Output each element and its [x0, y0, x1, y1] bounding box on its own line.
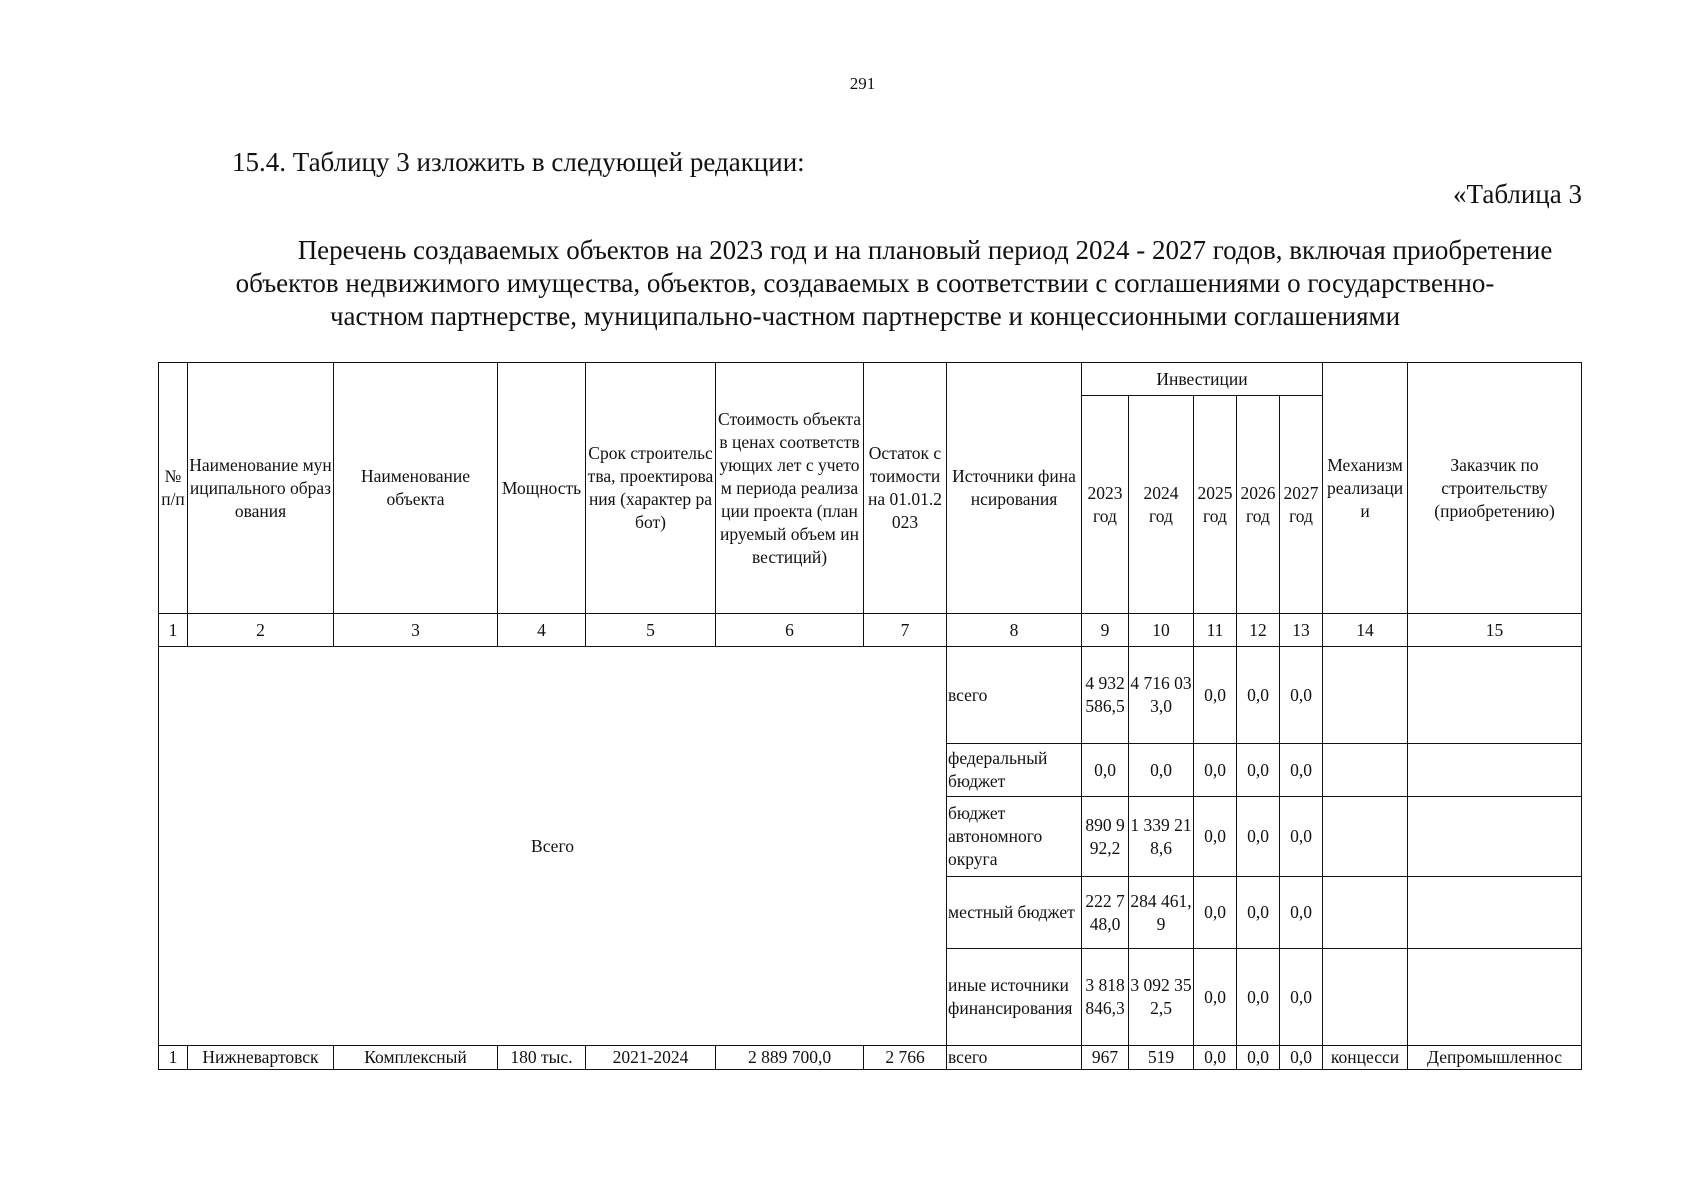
- mechanism-cell: [1323, 877, 1408, 949]
- source-cell: федеральный бюджет: [947, 744, 1082, 797]
- object-cell: Комплексный: [334, 1046, 498, 1070]
- title-line: частном партнерстве, муниципально-частном партнерстве и концессионными соглашениями: [329, 301, 1401, 331]
- value-2026: 0,0: [1237, 949, 1280, 1046]
- value-2023: 3 818 846,3: [1082, 949, 1129, 1046]
- total-row: [159, 647, 1582, 744]
- value-2025: 0,0: [1194, 797, 1237, 877]
- header-object: Наименование объекта: [334, 363, 498, 614]
- header-year-2027: 2027 год: [1280, 396, 1323, 614]
- header-investments: Инвестиции: [1082, 363, 1323, 396]
- customer-cell: [1408, 744, 1582, 797]
- col-number: 12: [1237, 614, 1280, 647]
- value-2024: 1 339 218,6: [1129, 797, 1194, 877]
- col-number: 10: [1129, 614, 1194, 647]
- value-2025: 0,0: [1194, 647, 1237, 744]
- value-2025: 0,0: [1194, 1046, 1237, 1070]
- value-2025: 0,0: [1194, 949, 1237, 1046]
- col-number: 9: [1082, 614, 1129, 647]
- value-2027: 0,0: [1280, 744, 1323, 797]
- cost-cell: 2 889 700,0: [716, 1046, 864, 1070]
- value-2024: 3 092 352,5: [1129, 949, 1194, 1046]
- customer-cell: [1408, 797, 1582, 877]
- source-cell: местный бюджет: [947, 877, 1082, 949]
- capacity-cell: 180 тыс.: [498, 1046, 586, 1070]
- col-number: 2: [188, 614, 334, 647]
- source-cell: иные источники финансирования: [947, 949, 1082, 1046]
- value-2024: 519: [1129, 1046, 1194, 1070]
- title-line: объектов недвижимого имущества, объектов, создаваемых в соответствии с соглашениями о государственно-: [235, 268, 1495, 298]
- header-customer: Заказчик по строительству (приобретению): [1408, 363, 1582, 614]
- header-capacity: Мощность: [498, 363, 586, 614]
- value-2023: 967: [1082, 1046, 1129, 1070]
- header-year-2025: 2025 год: [1194, 396, 1237, 614]
- mechanism-cell: [1323, 797, 1408, 877]
- value-2024: 0,0: [1129, 744, 1194, 797]
- value-2027: 0,0: [1280, 1046, 1323, 1070]
- header-year-2023: 2023 год: [1082, 396, 1129, 614]
- col-number: 11: [1194, 614, 1237, 647]
- header-year-2024: 2024 год: [1129, 396, 1194, 614]
- value-2025: 0,0: [1194, 877, 1237, 949]
- value-2027: 0,0: [1280, 647, 1323, 744]
- value-2024: 284 461,9: [1129, 877, 1194, 949]
- column-number-row: [159, 614, 1582, 647]
- value-2023: 0,0: [1082, 744, 1129, 797]
- col-number: 4: [498, 614, 586, 647]
- source-cell: всего: [947, 1046, 1082, 1070]
- table-reference: «Таблица 3: [1453, 179, 1582, 209]
- value-2025: 0,0: [1194, 744, 1237, 797]
- col-number: 8: [947, 614, 1082, 647]
- header-num: № п/п: [159, 363, 188, 614]
- value-2026: 0,0: [1237, 877, 1280, 949]
- value-2023: 222 748,0: [1082, 877, 1129, 949]
- customer-cell: [1408, 949, 1582, 1046]
- mechanism-cell: [1323, 949, 1408, 1046]
- col-number: 3: [334, 614, 498, 647]
- source-cell: бюджет автономного округа: [947, 797, 1082, 877]
- col-number: 1: [159, 614, 188, 647]
- header-remainder: Остаток стоимости на 01.01.2023: [864, 363, 947, 614]
- mechanism-cell: [1323, 647, 1408, 744]
- source-cell: всего: [947, 647, 1082, 744]
- title-line: Перечень создаваемых объектов на 2023 год и на плановый период 2024 - 2027 годов, включая приобретение: [297, 235, 1553, 265]
- value-2026: 0,0: [1237, 647, 1280, 744]
- value-2026: 0,0: [1237, 1046, 1280, 1070]
- col-number: 7: [864, 614, 947, 647]
- table-row: [159, 1046, 1582, 1070]
- col-number: 6: [716, 614, 864, 647]
- municipality-cell: Нижневартовск: [188, 1046, 334, 1070]
- header-row: [159, 363, 1582, 396]
- col-number: 5: [586, 614, 716, 647]
- customer-cell: [1408, 647, 1582, 744]
- value-2027: 0,0: [1280, 797, 1323, 877]
- header-mechanism: Механизм реализации: [1323, 363, 1408, 614]
- remainder-cell: 2 766: [864, 1046, 947, 1070]
- term-cell: 2021-2024: [586, 1046, 716, 1070]
- total-label: Всего: [159, 647, 947, 1046]
- value-2027: 0,0: [1280, 949, 1323, 1046]
- mechanism-cell: [1323, 744, 1408, 797]
- header-year-2026: 2026 год: [1237, 396, 1280, 614]
- header-cost: Стоимость объекта в ценах соответствующих лет с учетом периода реализации проекта (планируемый объем инвестиций): [716, 363, 864, 614]
- value-2023: 890 992,2: [1082, 797, 1129, 877]
- row-num: 1: [159, 1046, 188, 1070]
- objects-table: [158, 362, 1582, 1070]
- customer-cell: Депромышленнос: [1408, 1046, 1582, 1070]
- header-term: Срок строительства, проектирования (характер работ): [586, 363, 716, 614]
- value-2027: 0,0: [1280, 877, 1323, 949]
- header-municipality: Наименование муниципального образования: [188, 363, 334, 614]
- value-2026: 0,0: [1237, 797, 1280, 877]
- customer-cell: [1408, 877, 1582, 949]
- mechanism-cell: концесси: [1323, 1046, 1408, 1070]
- value-2024: 4 716 033,0: [1129, 647, 1194, 744]
- intro-line: 15.4. Таблицу 3 изложить в следующей редакции:: [232, 147, 805, 177]
- value-2026: 0,0: [1237, 744, 1280, 797]
- col-number: 13: [1280, 614, 1323, 647]
- page-number: 291: [849, 74, 876, 93]
- header-sources: Источники финансирования: [947, 363, 1082, 614]
- value-2023: 4 932 586,5: [1082, 647, 1129, 744]
- col-number: 14: [1323, 614, 1408, 647]
- document-title: [150, 234, 1580, 333]
- col-number: 15: [1408, 614, 1582, 647]
